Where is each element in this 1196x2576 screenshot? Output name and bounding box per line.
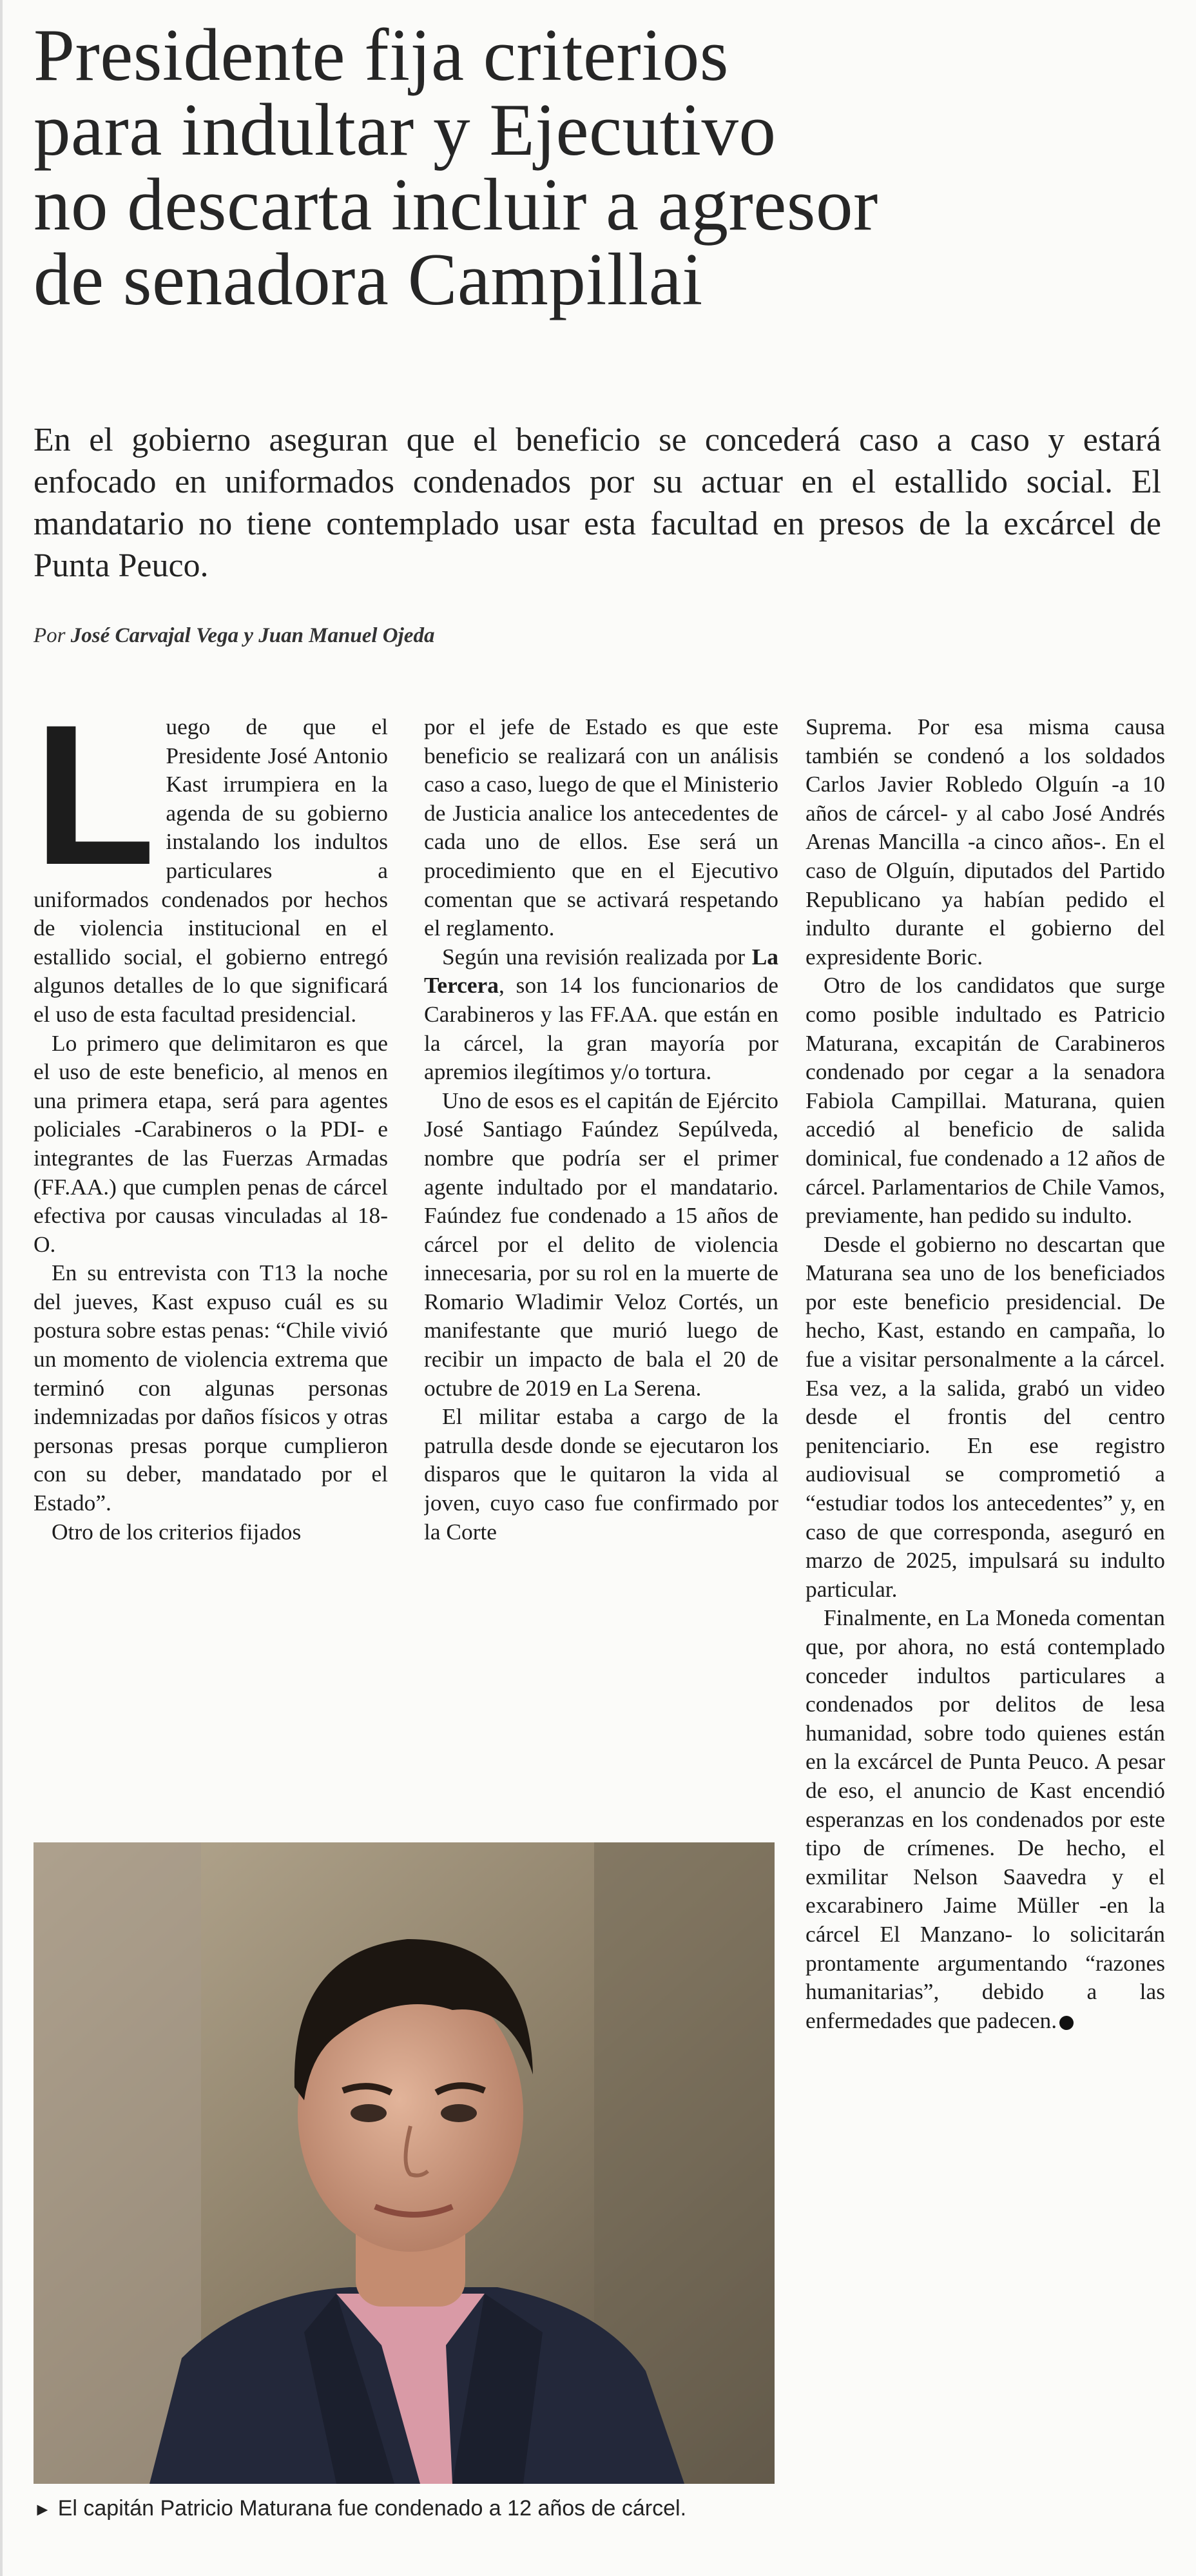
body-paragraph: Suprema. Por esa misma causa también se condenó a los soldados Carlos Javier Robledo Olguín -a 10 años de cárcel- y al cabo José Andrés Arenas Mancilla -a cinco años-. En el caso de Olguín, diputados del Partido Republicano ya habían pedido el indulto durante el gobierno del expresidente Boric. (805, 714, 1165, 970)
body-paragraph (805, 1603, 1165, 2034)
body-paragraph: por el jefe de Estado es que este beneficio se realizará con un análisis caso a caso, luego de que el Ministerio de Justicia analice los antecedentes de cada uno de ellos. Ese será un procedimiento que en el Ejecutivo comentan que se activará respetando el reglamento. (424, 714, 778, 941)
caption-arrow-icon: ► (34, 2499, 52, 2519)
body-paragraph: Uno de esos es el capitán de Ejército José Santiago Faúndez Sepúlveda, nombre que podría ser el primer agente indultado por el mandatario. Faúndez fue condenado a 15 años de cárcel por el delito de violencia innecesaria, por su rol en la muerte de Romario Wladimir Veloz Cortés, un manifestante que murió luego de recibir un impacto de bala el 20 de octubre de 2019 en La Serena. (424, 1087, 778, 1401)
end-of-article-icon (1059, 2016, 1074, 2030)
body-paragraph: En su entrevista con T13 la noche del jueves, Kast expuso cuál es su postura sobre estas penas: “Chile vivió un momento de violencia extrema que terminó con algunas personas indemnizadas por daños físicos y otras personas presas porque cumplieron con su deber, mandatado por el Estado”. (34, 1260, 388, 1516)
body-paragraph (424, 942, 778, 1086)
body-paragraph: Lo primero que delimitaron es que el uso de este beneficio, al menos en una primera etapa, será para agentes policiales -Carabineros o la PDI- e integrantes de las Fuerzas Armadas (FF.AA.) que cumplen penas de cárcel efectiva por causas vinculadas al 18-O. (34, 1029, 388, 1257)
body-paragraph: Otro de los criterios fijados (52, 1518, 302, 1545)
article-column-3 (805, 712, 1165, 2556)
article-photo (34, 1842, 775, 2484)
byline-authors: José Carvajal Vega y Juan Manuel Ojeda (70, 624, 435, 647)
dek-summary: En el gobierno aseguran que el beneficio se concederá caso a caso y estará enfocado en uniformados condenados por su actuar en el estallido social. El mandatario no tiene contemplado usar esta facultad en presos de la excárcel de Punta Peuco. (34, 422, 1161, 584)
publication-name: La Tercera (424, 943, 778, 999)
article-column-2 (424, 712, 778, 1831)
byline-prefix: Por (34, 624, 66, 647)
page-edge-rule (0, 0, 3, 2576)
headline (34, 14, 1168, 320)
photo-caption (34, 2496, 775, 2521)
paragraph-text: uego de que el Presidente José Antonio Kast irrumpiera en la agenda de su gobierno instalando los indultos particulares a uniformados condenados por hechos de violencia institucional en el estallido social, el gobierno entregó algunos detalles de lo que significará el uso de esta facultad presidencial. (34, 714, 388, 1027)
portrait-illustration (34, 1842, 775, 2484)
body-paragraph: Otro de los candidatos que surge como posible indultado es Patricio Maturana, excapitán de Carabineros condenado por cegar a la senadora Fabiola Campillai. Maturana, quien accedió al beneficio de salida dominical, fue condenado a 12 años de cárcel. Parlamentarios de Chile Vamos, previamente, han pedido su indulto. (805, 972, 1165, 1229)
headline-line: Presidente fija criterios (34, 14, 729, 96)
headline-line: no descarta incluir a agresor (34, 164, 878, 246)
paragraph-text: Finalmente, en La Moneda comentan que, por ahora, no está contemplado conceder indultos particulares a condenados por delitos de lesa humanidad, sobre todo quienes están en la excárcel de Punta Peuco. A pesar de eso, el anuncio de Kast encendió esperanzas en los condenados por este tipo de crímenes. De hecho, el exmilitar Nelson Saavedra y el excarabinero Jaime Müller -en la cárcel El Manzano- lo solicitarán prontamente argumentando “razones humanitarias”, debido a las enfermedades que padecen. (805, 1605, 1165, 2033)
body-paragraph (34, 712, 388, 1029)
headline-line: de senadora Campillai (34, 239, 703, 320)
drop-cap: L (34, 712, 156, 906)
headline-line: para indultar y Ejecutivo (34, 89, 776, 171)
paragraph-text: Según una revisión realizada por (442, 943, 746, 970)
body-paragraph: Desde el gobierno no descartan que Maturana sea uno de los beneficiados por este beneficio presidencial. De hecho, Kast, estando en campaña, lo fue a visitar personalmente a la cárcel. Esa vez, a la salida, grabó un video desde el frontis del centro penitenciario. En ese registro audiovisual se comprometió a “estudiar todos los antecedentes” y, en caso de que corresponda, aseguró en marzo de 2025, impulsará su indulto particular. (805, 1231, 1165, 1602)
caption-text: El capitán Patricio Maturana fue condenado a 12 años de cárcel. (57, 2496, 687, 2521)
article-column-1 (34, 712, 388, 1831)
byline (34, 624, 434, 648)
body-paragraph: El militar estaba a cargo de la patrulla desde donde se ejecutaron los disparos que le quitaron la vida al joven, cuyo caso fue confirmado por la Corte (424, 1403, 778, 1545)
paragraph-text: , son 14 los funcionarios de Carabineros y las FF.AA. que están en la cárcel, la gran mayoría por apremios ilegítimos y/o tortura. (424, 972, 778, 1085)
